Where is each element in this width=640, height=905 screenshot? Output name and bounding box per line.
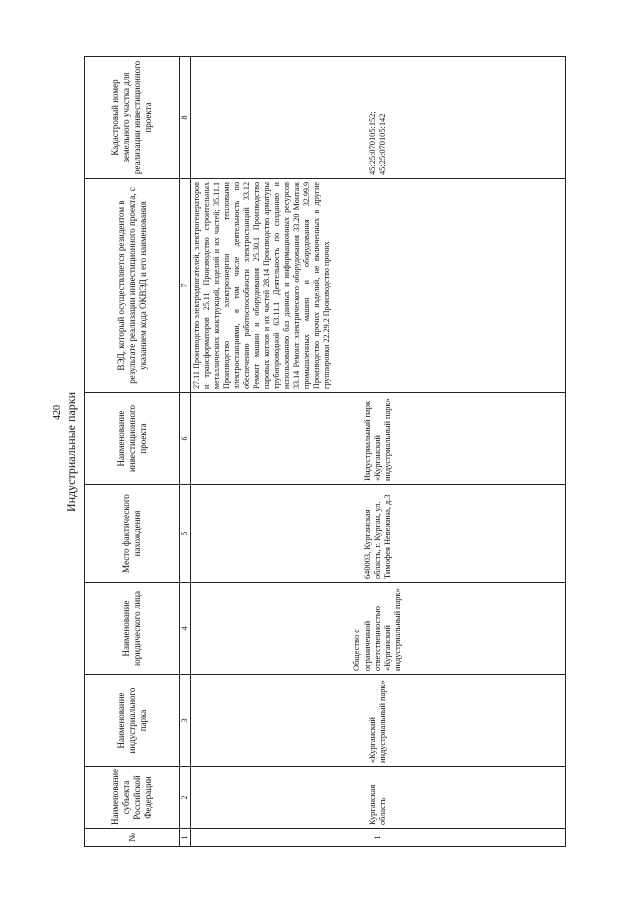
location-cell: 640003, Курганская область, г. Курган, ул. Тимофея Невежина, д.3 [191,485,566,583]
column-number-cell: 7 [180,179,191,393]
header-cell-location: Место фактического нахождения [85,485,180,583]
header-cell-subject: Наименование субъекта Российской Федерации [85,767,180,829]
column-number-row [180,57,191,847]
row-number-cell: 1 [191,829,566,847]
column-number-cell: 8 [180,57,191,179]
table-row [191,57,566,847]
okved-text: 27.11 Производство электродвигателей, электрогенераторов и трансформаторов 25.11 Производство строительных металлических конструкций, изделий и их частей; 35.11.1 Производство электроэнергии тепловыми электростанциями, в том числе деятельность по обеспечению работоспособности электростанций 33.12 Ремонт машин и оборудования 25.30.1 Производство паровых котлов и их частей 28.14 Производство арматуры трубопроводной 63.11.1 Деятельность по созданию и использованию баз данных и информационных ресурсов 33.14 Ремонт электрического оборудования 33.20 Монтаж промышленных машин и оборудования 32.99.9 Производство прочих изделий, не включенных в другие группировки 22.29.2 Производство прочих [192,182,331,389]
header-cell-project: Наименование инвестиционного проекта [85,393,180,485]
subject-cell: Курганская область [191,767,566,829]
header-cell-okved: ВЭД, который осуществляется резидентом в результате реализации инвестиционного проекта, с указанием кода ОКВЭД и его наименования [85,179,180,393]
column-number-cell: 1 [180,829,191,847]
table-caption: Индустриальные парки [64,391,78,513]
header-cell-number: № [85,829,180,847]
header-cell-park: Наименование индустриального парка [85,675,180,767]
column-number-cell: 3 [180,675,191,767]
header-cell-cadastral: Кадастровый номер земельного участка для реализации инвестиционного проекта [85,57,180,179]
okved-cell [191,179,566,393]
column-number-cell: 2 [180,767,191,829]
legal-entity-cell: Общество с ограниченной ответственностью «Курганский индустриальный парк» [191,583,566,675]
column-number-cell: 4 [180,583,191,675]
park-cell: «Курганский индустриальный парк» [191,675,566,767]
industrial-parks-table [84,56,566,847]
header-row [85,57,180,847]
column-number-cell: 5 [180,485,191,583]
header-cell-legal-entity: Наименование юридического лица [85,583,180,675]
rotated-landscape-page [62,57,578,847]
column-number-cell: 6 [180,393,191,485]
project-cell: Индустриальный парк «Курганский индустриальный парк» [191,393,566,485]
cadastral-cell: 45:25:070105:152; 45:25:070105:142 [191,57,566,179]
page-number: 420 [51,404,63,420]
